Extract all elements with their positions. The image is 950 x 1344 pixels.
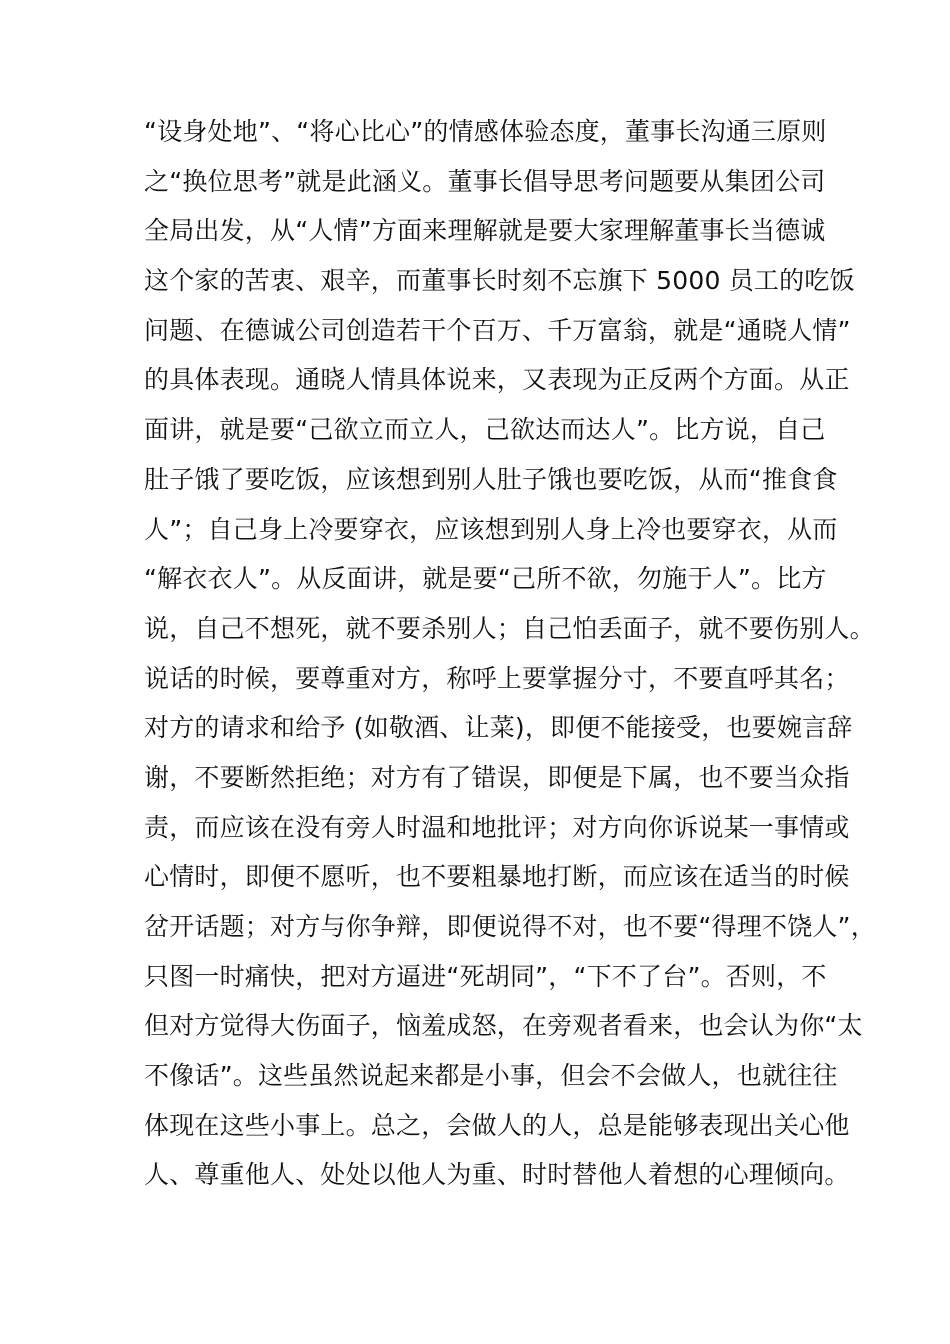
body-paragraph — [144, 107, 876, 1200]
paragraph-line: 心情时，即便不愿听，也不要粗暴地打断，而应该在适当的时候 — [144, 862, 850, 892]
paragraph-line: 全局出发，从“人情”方面来理解就是要大家理解董事长当德诚 — [144, 216, 826, 246]
paragraph-line: 不像话”。这些虽然说起来都是小事，但会不会做人，也就往往 — [144, 1061, 838, 1091]
paragraph-line: 说话的时候，要尊重对方，称呼上要掌握分寸，不要直呼其名； — [144, 663, 850, 693]
paragraph-line: 面讲，就是要“己欲立而立人，己欲达而达人”。比方说，自己 — [144, 415, 826, 445]
paragraph-line: 说，自己不想死，就不要杀别人；自己怕丢面子，就不要伤别人。 — [144, 613, 875, 643]
paragraph-line: 责，而应该在没有旁人时温和地批评；对方向你诉说某一事情或 — [144, 812, 850, 842]
paragraph-line: 体现在这些小事上。总之，会做人的人，总是能够表现出关心他 — [144, 1110, 850, 1140]
paragraph-line: “设身处地”、“将心比心”的情感体验态度，董事长沟通三原则 — [144, 117, 827, 146]
paragraph-line: 肚子饿了要吃饭，应该想到别人肚子饿也要吃饭，从而“推食食 — [144, 464, 838, 494]
paragraph-line: 人、尊重他人、处处以他人为重、时时替他人着想的心理倾向。 — [144, 1160, 850, 1190]
paragraph-line: 岔开话题；对方与你争辩，即便说得不对，也不要“得理不饶人”， — [144, 912, 876, 941]
paragraph-line: 问题、在德诚公司创造若干个百万、千万富翁，就是“通晓人情” — [144, 315, 851, 345]
paragraph-line: 之“换位思考”就是此涵义。董事长倡导思考问题要从集团公司 — [144, 166, 826, 196]
paragraph-line: 只图一时痛快，把对方逼进“死胡同”，“下不了台”。否则，不 — [144, 961, 827, 991]
paragraph-line: 谢，不要断然拒绝；对方有了错误，即便是下属，也不要当众指 — [144, 762, 850, 792]
paragraph-line: 的具体表现。通晓人情具体说来，又表现为正反两个方面。从正 — [144, 365, 850, 395]
paragraph-line: 对方的请求和给予 (如敬酒、让菜)，即便不能接受，也要婉言辞 — [144, 713, 853, 743]
paragraph-line: 人”；自己身上冷要穿衣，应该想到别人身上冷也要穿衣，从而 — [144, 514, 838, 544]
paragraph-line: “解衣衣人”。从反面讲，就是要“己所不欲，勿施于人”。比方 — [144, 564, 827, 594]
paragraph-line: 但对方觉得大伤面子，恼羞成怒，在旁观者看来，也会认为你“太 — [144, 1011, 863, 1041]
paragraph-line: 这个家的苦衷、艰辛，而董事长时刻不忘旗下 5000 员工的吃饭 — [144, 266, 855, 296]
